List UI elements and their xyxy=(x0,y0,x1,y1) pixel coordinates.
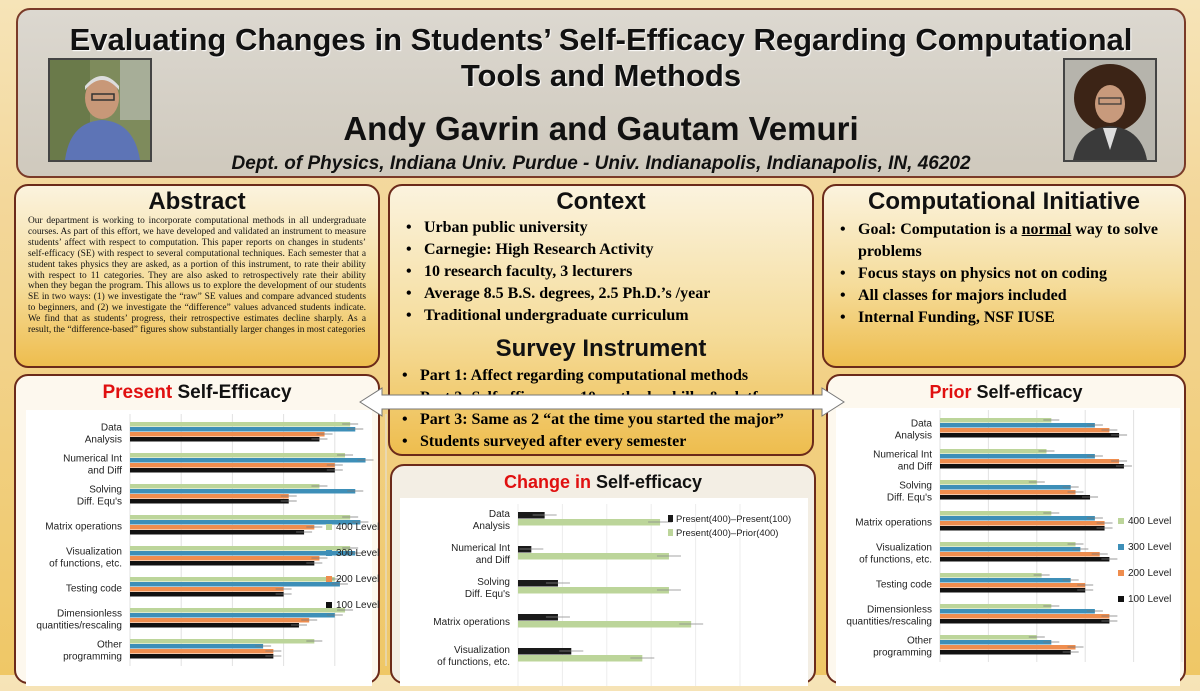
category-label: Visualization xyxy=(454,645,510,656)
prior-panel xyxy=(826,374,1186,684)
bar xyxy=(130,623,299,628)
list-item: • Focus stays on physics not on coding xyxy=(858,263,1176,285)
list-item: • All classes for majors included xyxy=(858,285,1176,307)
category-label: Data xyxy=(910,418,932,430)
legend-swatch xyxy=(1118,544,1124,550)
bar xyxy=(130,432,325,437)
bar xyxy=(940,433,1119,438)
present-title: Present Self-Efficacy xyxy=(102,382,292,403)
bar xyxy=(940,635,1037,640)
bar xyxy=(518,621,691,628)
bar xyxy=(940,547,1080,552)
category-label: quantities/rescaling xyxy=(36,620,122,632)
bar xyxy=(130,499,289,504)
legend-label: 200 Level xyxy=(336,574,380,585)
legend-label: 400 Level xyxy=(336,522,380,533)
legend-label: 300 Level xyxy=(336,548,380,559)
abstract-panel xyxy=(14,184,380,368)
bar xyxy=(518,553,669,560)
category-label: Other xyxy=(906,635,932,647)
list-item: • Internal Funding, NSF IUSE xyxy=(858,307,1176,329)
initiative-title: Computational Initiative xyxy=(867,188,1140,215)
bar xyxy=(130,463,335,468)
category-label: Solving xyxy=(899,480,932,492)
author-photo-gavrin xyxy=(48,58,152,162)
category-label: Testing code xyxy=(65,583,122,595)
prior-chart xyxy=(836,408,1180,686)
context-title: Context xyxy=(556,188,646,215)
bar xyxy=(130,618,309,623)
category-label: programming xyxy=(63,651,122,663)
present-chart xyxy=(26,410,380,686)
bar xyxy=(130,494,289,499)
initiative-panel xyxy=(822,184,1186,368)
bar xyxy=(940,526,1105,531)
bar xyxy=(130,592,284,597)
bar xyxy=(130,546,350,551)
category-label: Analysis xyxy=(894,430,932,442)
bar xyxy=(940,428,1109,433)
bar xyxy=(130,515,350,520)
poster-title: Evaluating Changes in Students’ Self-Efficacy Regarding Computational Tools and Methods xyxy=(69,22,1133,93)
category-label: of functions, etc. xyxy=(49,558,122,570)
category-label: and Diff xyxy=(475,555,510,566)
category-label: Numerical Int xyxy=(63,453,122,465)
category-label: Data xyxy=(488,509,510,520)
affiliation: Dept. of Physics, Indiana Univ. Purdue - Univ. Indianapolis, Indianapolis, IN, 46202 xyxy=(231,153,971,174)
arrow-connector xyxy=(358,386,848,430)
abstract-title: Abstract xyxy=(148,188,246,215)
category-label: Visualization xyxy=(66,546,122,558)
list-item: • Students surveyed after every semester xyxy=(420,431,812,453)
bar xyxy=(130,556,319,561)
author-photo-vemuri xyxy=(1063,58,1157,162)
bar xyxy=(130,608,345,613)
bar xyxy=(130,422,350,427)
present-chart-svg xyxy=(26,410,380,686)
category-label: quantities/rescaling xyxy=(846,616,932,628)
bar xyxy=(940,521,1105,526)
category-label: Solving xyxy=(477,577,510,588)
legend-swatch xyxy=(326,550,332,556)
bar xyxy=(130,551,355,556)
legend-label: Present(400)–Prior(400) xyxy=(676,528,779,539)
bar xyxy=(940,454,1095,459)
legend-swatch xyxy=(326,524,332,530)
bar xyxy=(940,609,1095,614)
category-label: of functions, etc. xyxy=(859,554,932,566)
bar xyxy=(130,530,304,535)
bar xyxy=(940,604,1051,609)
legend-label: Present(400)–Present(100) xyxy=(676,514,792,525)
legend-swatch xyxy=(668,515,673,522)
bar xyxy=(130,484,319,489)
category-label: Diff. Equ's xyxy=(464,589,510,600)
bar xyxy=(130,654,273,659)
bar xyxy=(940,542,1076,547)
category-label: Numerical Int xyxy=(451,543,510,554)
category-label: Matrix operations xyxy=(855,517,932,529)
poster-header xyxy=(16,8,1186,178)
bar xyxy=(130,458,366,463)
bar xyxy=(940,464,1124,469)
list-item: • Carnegie: High Research Activity xyxy=(424,239,812,261)
category-label: of functions, etc. xyxy=(437,657,510,668)
prior-chart-svg xyxy=(836,408,1180,686)
bar xyxy=(130,639,314,644)
list-item: • Average 8.5 B.S. degrees, 2.5 Ph.D.’s /year xyxy=(424,283,812,305)
bar xyxy=(518,655,642,662)
bar xyxy=(940,511,1051,516)
legend-label: 400 Level xyxy=(1128,516,1172,527)
category-label: Dimensionless xyxy=(866,604,932,616)
abstract-text: Our department is working to incorporate computational methods in all undergraduate courses. As part of this effort, we have developed and validated an instrument to measure students’ affect with respect to computation. This paper reports on changes in students’ self-efficacy (SE) with respect to several computational techniques. Each semester that a student takes physics they are asked, as a portion of this instrument, to rate their ability with respect to 11 categories. They are also asked to retrospectively rate their ability when they began the program. This allows us to explore the development of our students SE in two ways: (1) we investigate the “raw” SE values and compare advanced students to beginners, and (2) we investigate the “difference” values advanced students indicate. We find that as students’ progress, their retrospective estimates decline sharply. As a result, the “difference-based” figures show substantially larger changes in most categories xyxy=(28,216,366,336)
bar xyxy=(130,561,314,566)
bar xyxy=(940,588,1085,593)
category-label: Numerical Int xyxy=(873,449,932,461)
bar xyxy=(940,423,1095,428)
bar xyxy=(940,516,1095,521)
bar xyxy=(940,490,1076,495)
category-label: Analysis xyxy=(472,521,510,532)
bar xyxy=(940,495,1090,500)
authors: Andy Gavrin and Gautam Vemuri xyxy=(343,110,859,147)
bar xyxy=(130,577,335,582)
bar xyxy=(130,489,355,494)
category-label: Dimensionless xyxy=(56,608,122,620)
change-chart-svg xyxy=(400,498,808,686)
bar xyxy=(130,525,314,530)
bar xyxy=(940,650,1071,655)
category-label: and Diff xyxy=(87,465,122,477)
category-label: programming xyxy=(873,647,932,659)
bar xyxy=(940,552,1100,557)
bar xyxy=(130,649,273,654)
category-label: Matrix operations xyxy=(45,521,122,533)
bar xyxy=(940,459,1119,464)
change-panel xyxy=(390,464,816,684)
bar xyxy=(940,449,1046,454)
list-item: • 10 research faculty, 3 lecturers xyxy=(424,261,812,283)
bar xyxy=(130,437,319,442)
bar xyxy=(518,519,660,526)
bar xyxy=(940,480,1037,485)
category-label: Testing code xyxy=(875,579,932,591)
legend-label: 100 Level xyxy=(336,600,380,611)
list-item: • Goal: Computation is a normal way to solve problems xyxy=(858,219,1176,263)
context-list xyxy=(390,217,812,327)
category-label: Diff. Equ's xyxy=(886,492,932,504)
bar xyxy=(940,614,1109,619)
category-label: Other xyxy=(96,639,122,651)
bar xyxy=(940,645,1076,650)
category-label: Visualization xyxy=(876,542,932,554)
list-item: • Traditional undergraduate curriculum xyxy=(424,305,812,327)
bar xyxy=(940,578,1071,583)
bar xyxy=(130,427,355,432)
present-panel xyxy=(14,374,380,684)
category-label: Analysis xyxy=(84,434,122,446)
category-label: and Diff xyxy=(897,461,932,473)
bar xyxy=(518,587,669,594)
initiative-list xyxy=(824,219,1184,329)
legend-swatch xyxy=(326,576,332,582)
change-chart xyxy=(400,498,808,686)
legend-swatch xyxy=(1118,596,1124,602)
legend-label: 200 Level xyxy=(1128,568,1172,579)
bar xyxy=(940,640,1051,645)
category-label: Diff. Equ's xyxy=(76,496,122,508)
list-item: • Part 1: Affect regarding computational methods xyxy=(420,365,812,387)
list-item: • Part 3: Same as 2 “at the time you started the major” xyxy=(420,409,812,431)
legend-swatch xyxy=(1118,518,1124,524)
bar xyxy=(130,453,345,458)
bar xyxy=(940,485,1071,490)
survey-title: Survey Instrument xyxy=(495,335,707,362)
legend-swatch xyxy=(668,529,673,536)
category-label: Matrix operations xyxy=(433,617,510,628)
change-title: Change in Self-efficacy xyxy=(503,472,703,492)
list-item: • Urban public university xyxy=(424,217,812,239)
bar xyxy=(130,587,284,592)
bar xyxy=(130,644,263,649)
category-label: Data xyxy=(100,422,122,434)
bar xyxy=(940,619,1109,624)
legend-swatch xyxy=(1118,570,1124,576)
bar xyxy=(130,613,335,618)
bar xyxy=(940,573,1042,578)
bar xyxy=(940,557,1109,562)
bar xyxy=(940,418,1051,423)
legend-swatch xyxy=(326,602,332,608)
bar xyxy=(130,468,335,473)
bar xyxy=(130,520,360,525)
legend-label: 300 Level xyxy=(1128,542,1172,553)
prior-title: Prior Self-efficacy xyxy=(929,382,1083,402)
legend-label: 100 Level xyxy=(1128,594,1172,605)
bar xyxy=(940,583,1085,588)
category-label: Solving xyxy=(89,484,122,496)
bar xyxy=(130,582,340,587)
